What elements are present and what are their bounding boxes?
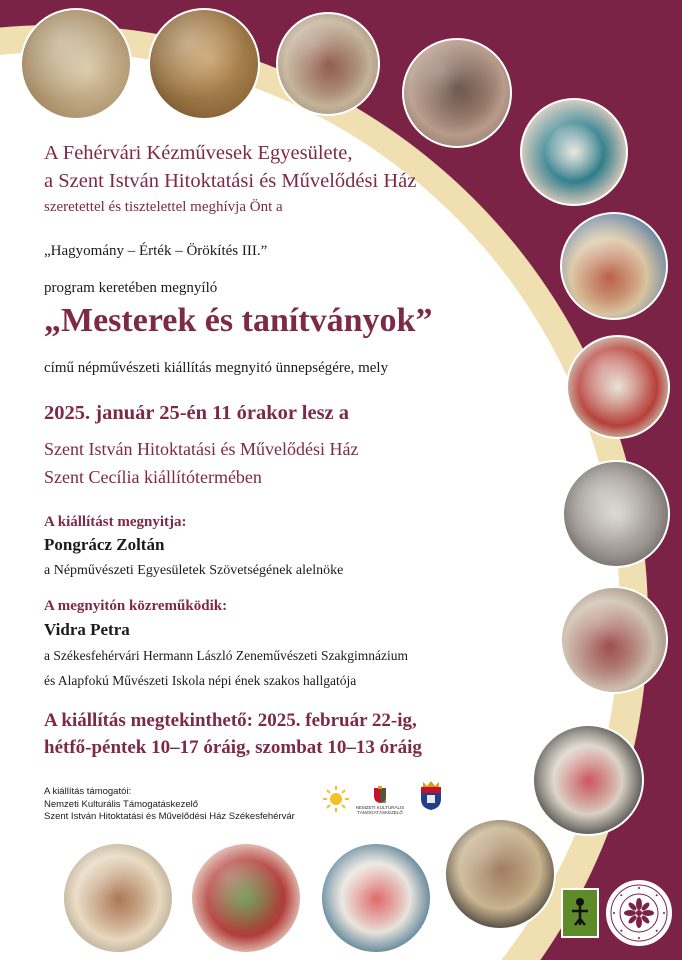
exhibition-subtitle: című népművészeti kiállítás megnyitó ünnepségére, mely [44, 360, 389, 376]
invitation-line: szeretettel és tisztelettel meghívja Önt a [44, 199, 283, 215]
photo-felt-embroidery [190, 842, 302, 954]
photo-leather-bag [402, 38, 512, 148]
photo-basket-weaving [148, 8, 260, 120]
organizer-line-1: A Fehérvári Kézművesek Egyesülete, [44, 142, 353, 164]
city-crest-logo [418, 778, 444, 812]
association-seal-icon [608, 882, 670, 944]
contributor-role-line-2: és Alapfokú Művészeti Iskola népi ének szakos hallgatója [44, 673, 357, 688]
green-folk-logo [561, 888, 599, 938]
association-seal [604, 878, 674, 948]
sponsor-block [44, 786, 295, 824]
photo-gingerbread [62, 842, 174, 954]
photo-wood-carving [20, 8, 132, 120]
nka-logo-text-2: TÁMOGATÁSKEZELŐ [357, 809, 403, 815]
viewing-dates: A kiállítás megtekinthető: 2025. február 22-ig, [44, 710, 417, 731]
contributor-role-line-1: a Székesfehérvári Hermann László Zeneművészeti Szakgimnázium [44, 648, 408, 663]
photo-band-weaving [532, 724, 644, 836]
venue-line-1: Szent István Hitoktatási és Művelődési Ház [44, 439, 359, 459]
sponsor-label: A kiállítás támogatói: [44, 786, 132, 797]
event-datetime: 2025. január 25-én 11 órakor lesz a [44, 402, 350, 424]
photo-embroidery-table [560, 212, 668, 320]
program-intro: program keretében megnyíló [44, 280, 218, 296]
photo-glass-pieces [320, 842, 432, 954]
opening-speaker-name: Pongrácz Zoltán [44, 535, 165, 554]
contributor-heading: A megnyitón közreműködik: [44, 598, 228, 614]
sun-logo [322, 785, 350, 813]
photo-textile-panel [566, 335, 670, 439]
opening-speaker-role: a Népművészeti Egyesületek Szövetségének alelnöke [44, 563, 344, 578]
sponsor-item: Szent István Hitoktatási és Művelődési Ház Székesfehérvár [44, 811, 295, 822]
opening-heading: A kiállítást megnyitja: [44, 514, 187, 530]
photo-tapestry-loom [444, 818, 556, 930]
series-title: „Hagyomány – Érték – Örökítés III.” [44, 243, 268, 259]
exhibition-title: „Mesterek és tanítványok” [44, 302, 433, 339]
viewing-hours: hétfő-péntek 10–17 óráig, szombat 10–13 óráig [44, 737, 422, 758]
sponsor-item: Nemzeti Kulturális Támogatáskezelő [44, 798, 199, 810]
photo-beadwork-hoop [520, 98, 628, 206]
nka-logo-text-1: NEMZETI KULTURÁLIS [355, 804, 405, 810]
organizer-line-2: a Szent István Hitoktatási és Művelődési Ház [44, 170, 417, 192]
folk-figure-icon [567, 895, 593, 931]
contributor-name: Vidra Petra [44, 620, 130, 639]
photo-loom-weaving [562, 460, 670, 568]
nka-logo [352, 780, 408, 820]
venue-line-2: Szent Cecília kiállítótermében [44, 467, 262, 487]
photo-leather-cross [276, 12, 380, 116]
photo-yarn-loom [560, 586, 668, 694]
coat-of-arms-icon [373, 786, 387, 804]
